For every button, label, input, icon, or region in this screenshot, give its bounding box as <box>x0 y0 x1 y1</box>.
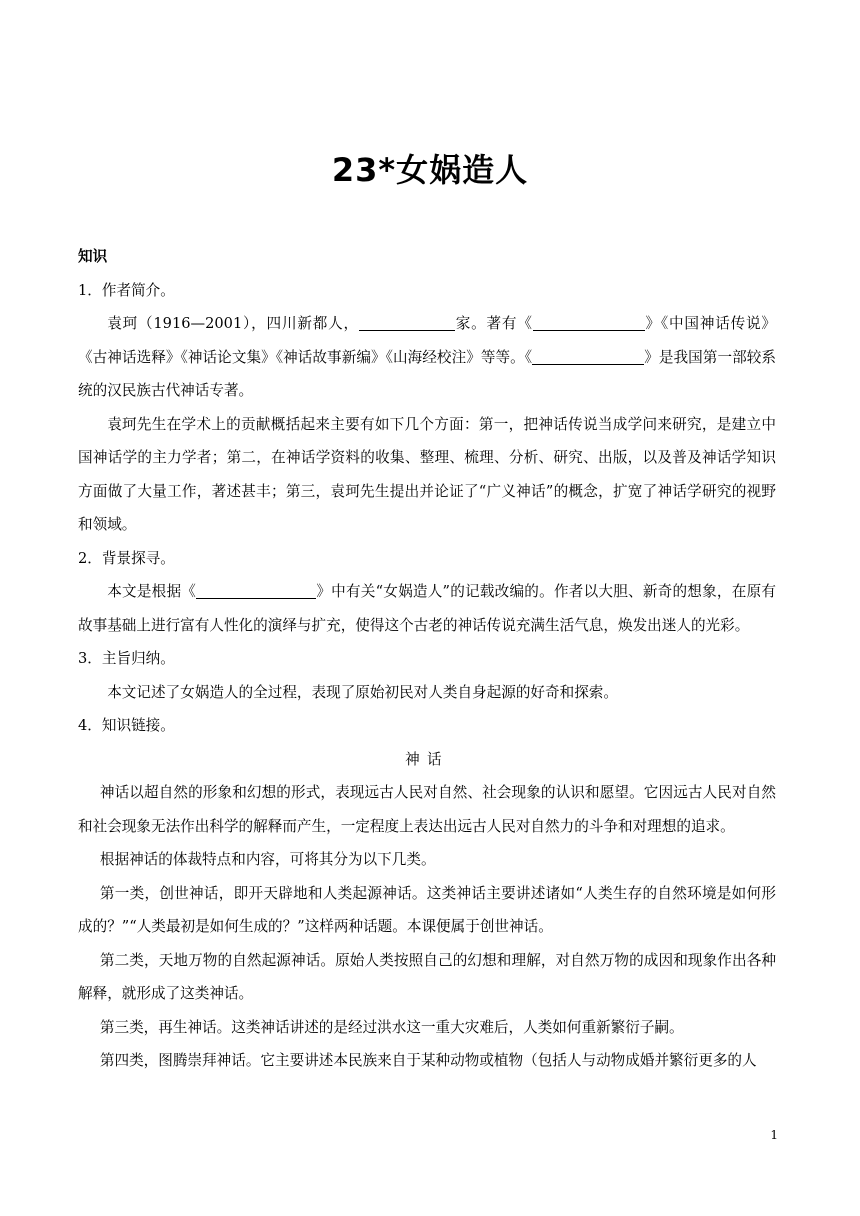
link-heading: 4．知识链接。 <box>78 717 175 734</box>
text-segment: 》中有关“女娲造人”的记载改编的。作者以大胆、新奇的想象，在原有故事基础上进行富有人性化的演绎与扩充，使得这个古老的神话传说充满生活气息，焕发出迷人的光彩。 <box>78 583 776 634</box>
myth-paragraph-2: 根据神话的体裁特点和内容，可将其分为以下几类。 <box>99 851 436 868</box>
page-title: 23*女娲造人 <box>331 151 529 189</box>
author-paragraph-2: 袁珂先生在学术上的贡献概括起来主要有如下几个方面：第一，把神话传说当成学问来研究，是建立中国神话学的主力学者；第二，在神话学资料的收集、整理、梳理、分析、研究、出版，以及普及神话学知识方面做了大量工作，著述甚丰；第三，袁珂先生提出并论证了“广义神话”的概念，扩宽了神话学研究的视野和领域。 <box>78 415 776 533</box>
section-heading: 知识 <box>78 248 108 265</box>
fill-blank[interactable] <box>359 314 455 331</box>
background-paragraph <box>78 575 776 642</box>
myth-paragraph-5: 第三类，再生神话。这类神话讲述的是经过洪水这一重大灾难后，人类如何重新繁衍子嗣。 <box>99 1018 684 1036</box>
text-segment: 》是我国第一部较系统的汉民族古代神话专著。 <box>78 348 776 399</box>
fill-blank[interactable] <box>196 582 316 599</box>
myth-paragraph-4: 第二类，天地万物的自然起源神话。原始人类按照自己的幻想和理解，对自然万物的成因和现象作出各种解释，就形成了这类神话。 <box>78 951 776 1002</box>
text-segment: 家。著有《 <box>454 315 533 332</box>
myth-paragraph-3: 第一类，创世神话，即开天辟地和人类起源神话。这类神话主要讲述诸如“人类生存的自然环境是如何形成的？”“人类最初是如何生成的？”这样两种话题。本课便属于创世神话。 <box>78 884 776 935</box>
document-body <box>78 240 776 1078</box>
background-heading: 2．背景探寻。 <box>78 549 175 567</box>
fill-blank[interactable] <box>532 348 644 365</box>
page-number: 1 <box>770 1128 778 1142</box>
myth-subtitle: 神话 <box>405 750 449 768</box>
author-paragraph-1 <box>78 307 776 408</box>
theme-heading: 3．主旨归纳。 <box>78 650 175 667</box>
fill-blank[interactable] <box>533 314 645 331</box>
text-segment: 本文是根据《 <box>107 583 197 600</box>
theme-paragraph: 本文记述了女娲造人的全过程，表现了原始初民对人类自身起源的好奇和探索。 <box>107 683 618 701</box>
myth-paragraph-6: 第四类，图腾崇拜神话。它主要讲述本民族来自于某种动物或植物（包括人与动物成婚并繁衍更多的人 <box>99 1052 757 1069</box>
myth-paragraph-1: 神话以超自然的形象和幻想的形式，表现远古人民对自然、社会现象的认识和愿望。它因远古人民对自然和社会现象无法作出科学的解释而产生，一定程度上表达出远古人民对自然力的斗争和对理想的追求。 <box>78 784 776 835</box>
text-segment: 袁珂（1916—2001），四川新都人， <box>107 315 359 332</box>
text-segment: 》《中国神话传说》《古神话选释》《神话论文集》《神话故事新编》《山海经校注》等等。《 <box>78 315 777 366</box>
author-heading: 1．作者简介。 <box>78 281 175 299</box>
